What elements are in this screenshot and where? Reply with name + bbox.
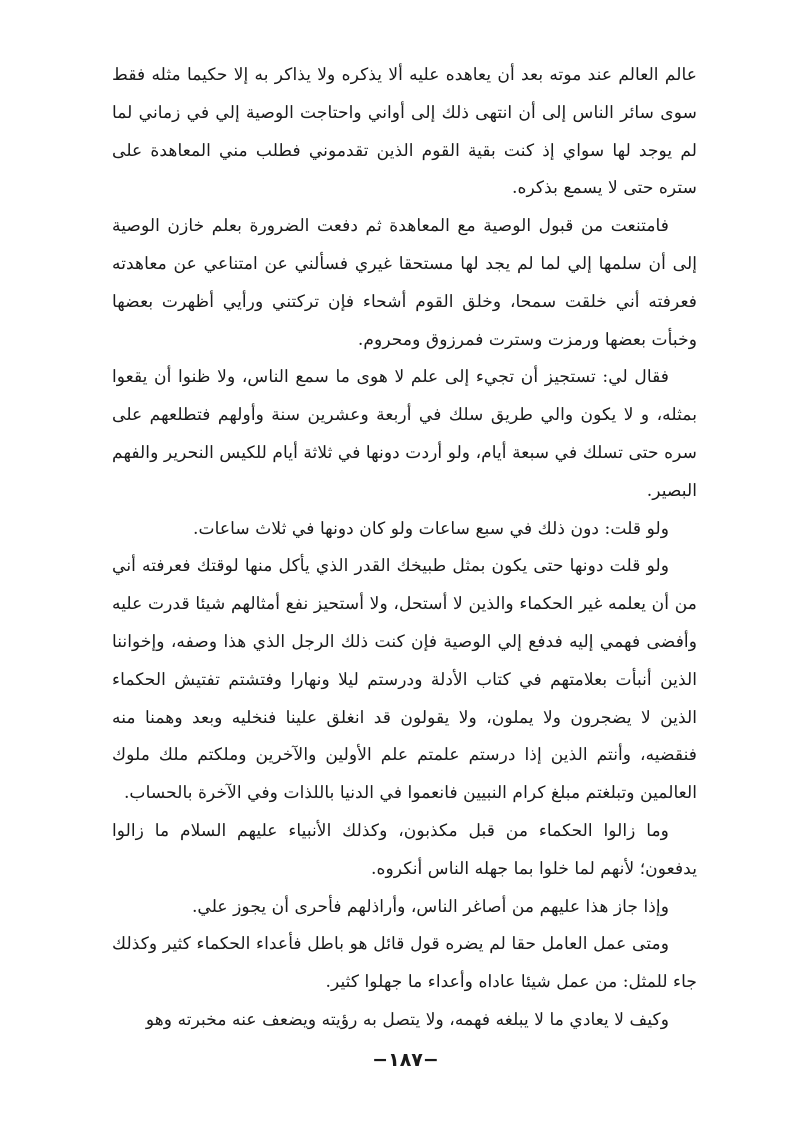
paragraph-3: فقال لي: تستجيز أن تجيء إلى علم لا هوى ما سمع الناس، ولا ظنوا أن يقعوا بمثله، و لا يكون والي طريق سلك في أربعة وعشرين سنة وأولهم فتطلعهم على سره حتى تسلك في سبعة أيام، ولو أردت دونها في ثلاثة أيام للكيس النحرير والفهم البصير. xyxy=(112,367,697,501)
paragraph-4: ولو قلت: دون ذلك في سبع ساعات ولو كان دونها في ثلاث ساعات. xyxy=(193,518,669,539)
paragraph-5: ولو قلت دونها حتى يكون بمثل طبيخك القدر الذي يأكل منها لوقتك فعرفته أني من أن يعلمه غير الحكماء والذين لا أستحل، ولا أستحيز نفع أمثالهم شيئا قدرت عليه وأفضى فهمي إليه فدفع إلي الوصية فإن كنت ذلك الرجل الذي هذا وصفه، وإخواننا الذين أنبأت بعلامتهم في كتاب الأدلة ودرستم ليلا ونهارا وفتشتم تفتيش الحكماء الذين لا يضجرون ولا يملون، ولا يقولون قد انغلق علينا فنخليه وبعد وهمنا منه فنقضيه، وأنتم الذين إذا درستم علمتم علم الأولين والآخرين وملكتم ملك ملوك العالمين وتبلغتم مبلغ كرام النبيين فانعموا في الدنيا باللذات وفي الآخرة بالحساب. xyxy=(112,556,697,804)
body-text xyxy=(112,57,697,1040)
paragraph-1: عالم العالم عند موته بعد أن يعاهده عليه ألا يذكره ولا يذاكر به إلا حكيما مثله فقط سوى سائر الناس إلى أن انتهى ذلك إلى أواني واحتاجت الوصية إلي في زماني لما لم يوجد لها سواي إذ كنت بقية القوم الذين تقدموني فطلب مني المعاهدة على ستره حتى لا يسمع بذكره. xyxy=(112,65,697,199)
paragraph-2: فامتنعت من قبول الوصية مع المعاهدة ثم دفعت الضرورة بعلم خازن الوصية إلى أن سلمها إلي لما لم يجد لها مستحقا غيري فسألني عن امتناعي عن معاهدته فعرفته أني خلقت سمحا، وخلق القوم أشحاء فإن تركتني ورأيي أظهرت بعضها وخبأت بعضها ورمزت وسترت فمرزوق ومحروم. xyxy=(112,216,697,350)
paragraph-8: ومتى عمل العامل حقا لم يضره قول قائل هو باطل فأعداء الحكماء كثير وكذلك جاء للمثل: من عمل شيئا عاداه وأعداء ما جهلوا كثير. xyxy=(112,934,697,993)
paragraph-9: وكيف لا يعادي ما لا يبلغه فهمه، ولا يتصل به رؤيته ويضعف عنه مخبرته وهو xyxy=(145,1009,669,1030)
paragraph-6: وما زالوا الحكماء من قبل مكذبون، وكذلك الأنبياء عليهم السلام ما زالوا يدفعون؛ لأنهم لما خلوا بما جهله الناس أنكروه. xyxy=(112,820,697,879)
paragraph-7: وإذا جاز هذا عليهم من أصاغر الناس، وأراذلهم فأحرى أن يجوز علي. xyxy=(191,896,669,917)
page-number: −١٨٧− xyxy=(372,1049,439,1071)
